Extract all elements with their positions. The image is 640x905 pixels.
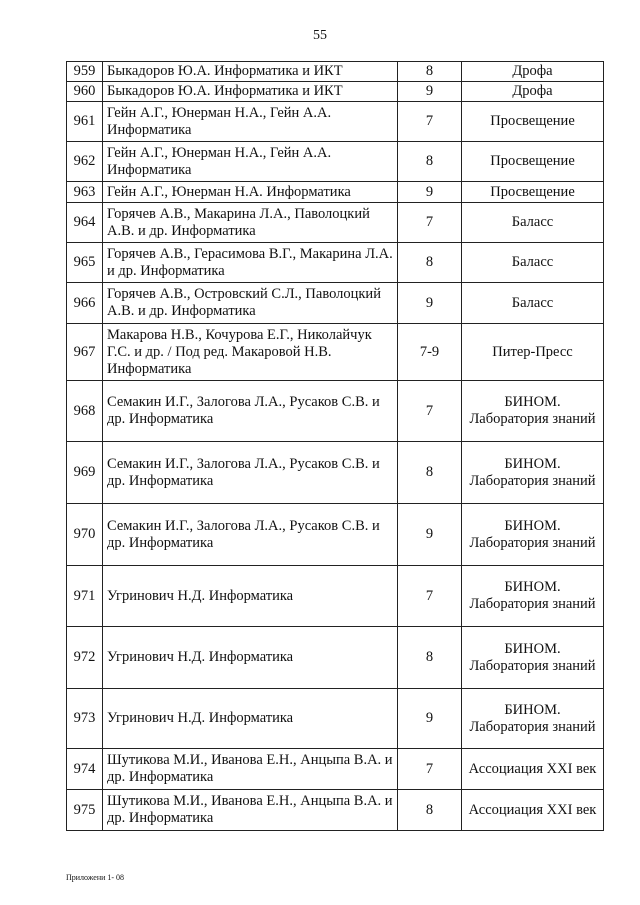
row-number: 971	[67, 566, 103, 627]
row-number: 967	[67, 324, 103, 381]
book-title: Гейн А.Г., Юнерман Н.А., Гейн А.А. Информатика	[103, 102, 398, 142]
grade-cell: 9	[398, 182, 462, 203]
grade-cell: 8	[398, 790, 462, 831]
row-number: 963	[67, 182, 103, 203]
table-row	[67, 442, 604, 504]
book-title: Семакин И.Г., Залогова Л.А., Русаков С.В. и др. Информатика	[103, 442, 398, 504]
publisher-cell: БИНОМ. Лаборатория знаний	[462, 566, 604, 627]
publisher-cell: Дрофа	[462, 82, 604, 102]
grade-cell: 8	[398, 627, 462, 689]
row-number: 972	[67, 627, 103, 689]
publisher-cell: Ассоциация XXI век	[462, 790, 604, 831]
book-title: Горячев А.В., Макарина Л.А., Паволоцкий А.В. и др. Информатика	[103, 203, 398, 243]
book-title: Быкадоров Ю.А. Информатика и ИКТ	[103, 62, 398, 82]
publisher-cell: Дрофа	[462, 62, 604, 82]
row-number: 965	[67, 243, 103, 283]
table-row	[67, 82, 604, 102]
table-row	[67, 689, 604, 749]
book-title: Семакин И.Г., Залогова Л.А., Русаков С.В. и др. Информатика	[103, 381, 398, 442]
table-row	[67, 324, 604, 381]
publisher-cell: Баласс	[462, 203, 604, 243]
row-number: 961	[67, 102, 103, 142]
publisher-cell: БИНОМ. Лаборатория знаний	[462, 504, 604, 566]
publisher-cell: Питер-Пресс	[462, 324, 604, 381]
book-title: Гейн А.Г., Юнерман Н.А., Гейн А.А. Информатика	[103, 142, 398, 182]
grade-cell: 8	[398, 243, 462, 283]
grade-cell: 9	[398, 689, 462, 749]
row-number: 973	[67, 689, 103, 749]
table-row	[67, 62, 604, 82]
publisher-cell: Просвещение	[462, 142, 604, 182]
table-row	[67, 790, 604, 831]
row-number: 960	[67, 82, 103, 102]
publisher-cell: БИНОМ. Лаборатория знаний	[462, 442, 604, 504]
footer-note: Приложени 1- 08	[66, 873, 125, 882]
publisher-cell: Просвещение	[462, 102, 604, 142]
publisher-cell: БИНОМ. Лаборатория знаний	[462, 689, 604, 749]
publisher-cell: БИНОМ. Лаборатория знаний	[462, 381, 604, 442]
grade-cell: 9	[398, 504, 462, 566]
grade-cell: 9	[398, 82, 462, 102]
grade-cell: 8	[398, 442, 462, 504]
table-row	[67, 749, 604, 790]
row-number: 970	[67, 504, 103, 566]
publisher-cell: БИНОМ. Лаборатория знаний	[462, 627, 604, 689]
book-title: Быкадоров Ю.А. Информатика и ИКТ	[103, 82, 398, 102]
table-row	[67, 102, 604, 142]
table-row	[67, 283, 604, 324]
publisher-cell: Просвещение	[462, 182, 604, 203]
textbook-table	[66, 61, 604, 831]
table-body	[67, 62, 604, 831]
row-number: 968	[67, 381, 103, 442]
table-row	[67, 142, 604, 182]
table-row	[67, 627, 604, 689]
table-row	[67, 381, 604, 442]
table-row	[67, 182, 604, 203]
row-number: 964	[67, 203, 103, 243]
book-title: Гейн А.Г., Юнерман Н.А. Информатика	[103, 182, 398, 203]
grade-cell: 7	[398, 203, 462, 243]
grade-cell: 8	[398, 142, 462, 182]
table-row	[67, 203, 604, 243]
row-number: 966	[67, 283, 103, 324]
grade-cell: 7	[398, 381, 462, 442]
book-title: Семакин И.Г., Залогова Л.А., Русаков С.В. и др. Информатика	[103, 504, 398, 566]
book-title: Макарова Н.В., Кочурова Е.Г., Николайчук Г.С. и др. / Под ред. Макаровой Н.В. Информатика	[103, 324, 398, 381]
publisher-cell: Баласс	[462, 283, 604, 324]
book-title: Горячев А.В., Островский С.Л., Паволоцкий А.В. и др. Информатика	[103, 283, 398, 324]
book-title: Шутикова М.И., Иванова Е.Н., Анцыпа В.А. и др. Информатика	[103, 790, 398, 831]
grade-cell: 7-9	[398, 324, 462, 381]
table-row	[67, 243, 604, 283]
row-number: 975	[67, 790, 103, 831]
publisher-cell: Ассоциация XXI век	[462, 749, 604, 790]
table-row	[67, 566, 604, 627]
table-row	[67, 504, 604, 566]
book-title: Угринович Н.Д. Информатика	[103, 689, 398, 749]
grade-cell: 8	[398, 62, 462, 82]
book-title: Угринович Н.Д. Информатика	[103, 627, 398, 689]
row-number: 969	[67, 442, 103, 504]
row-number: 974	[67, 749, 103, 790]
row-number: 959	[67, 62, 103, 82]
grade-cell: 9	[398, 283, 462, 324]
grade-cell: 7	[398, 566, 462, 627]
book-title: Шутикова М.И., Иванова Е.Н., Анцыпа В.А. и др. Информатика	[103, 749, 398, 790]
grade-cell: 7	[398, 102, 462, 142]
publisher-cell: Баласс	[462, 243, 604, 283]
book-title: Угринович Н.Д. Информатика	[103, 566, 398, 627]
row-number: 962	[67, 142, 103, 182]
page-number: 55	[313, 28, 327, 43]
grade-cell: 7	[398, 749, 462, 790]
book-title: Горячев А.В., Герасимова В.Г., Макарина Л.А. и др. Информатика	[103, 243, 398, 283]
